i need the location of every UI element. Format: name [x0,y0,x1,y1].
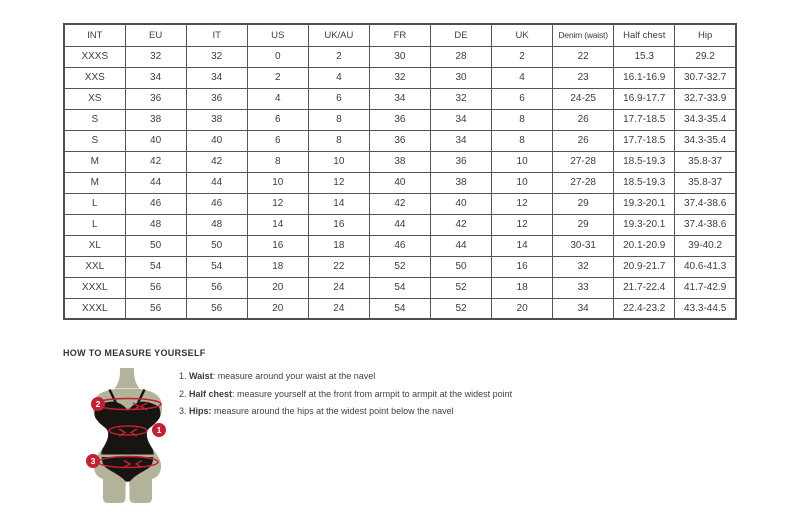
table-cell: 18.5-19.3 [614,151,675,172]
table-cell: 14 [492,235,553,256]
table-cell: 24-25 [553,88,614,109]
table-cell: 19.3-20.1 [614,193,675,214]
table-cell: 52 [369,256,430,277]
table-cell: 42 [125,151,186,172]
table-row [64,130,736,151]
step-label: Waist [189,371,213,381]
table-cell: L [64,193,125,214]
table-cell: 15.3 [614,46,675,67]
table-cell: 46 [125,193,186,214]
column-header: Denim (waist) [553,24,614,46]
mannequin-right-thigh [129,479,152,503]
table-cell: S [64,130,125,151]
table-cell: 26 [553,130,614,151]
table-cell: 2 [308,46,369,67]
hips-marker-number: 3 [90,456,96,466]
column-header: INT [64,24,125,46]
mannequin-neck [115,368,140,389]
table-cell: 32 [369,67,430,88]
table-cell: 40 [369,172,430,193]
table-cell: 40 [430,193,491,214]
waist-marker [152,423,166,437]
table-row [64,235,736,256]
table-cell: 38 [369,151,430,172]
mannequin-left-thigh [103,479,126,503]
table-cell: 6 [247,130,308,151]
table-cell: 48 [186,214,247,235]
table-cell: 6 [492,88,553,109]
table-cell: 4 [492,67,553,88]
table-cell: 21.7-22.4 [614,277,675,298]
table-cell: 6 [247,109,308,130]
hips-marker [86,454,100,468]
table-row [64,193,736,214]
table-row [64,172,736,193]
column-header: DE [430,24,491,46]
table-cell: L [64,214,125,235]
step-number: 2. [179,388,190,399]
table-cell: 32 [430,88,491,109]
table-cell: 32 [553,256,614,277]
table-cell: 56 [125,277,186,298]
table-cell: 30-31 [553,235,614,256]
size-chart-table [63,23,737,320]
table-cell: 16 [308,214,369,235]
step-label: Half chest [189,388,233,399]
table-cell: 6 [308,88,369,109]
table-cell: 8 [308,109,369,130]
table-cell: 4 [247,88,308,109]
table-cell: 18 [247,256,308,277]
step-text: measure around the hips at the widest point below the navel [211,406,454,416]
table-cell: 29 [553,193,614,214]
table-cell: 18.5-19.3 [614,172,675,193]
table-cell: 20 [247,277,308,298]
table-cell: 16 [492,256,553,277]
step-label: Hips: [189,406,212,416]
table-cell: XXXL [64,277,125,298]
table-cell: 8 [492,130,553,151]
table-cell: 20 [247,298,308,319]
table-cell: 54 [125,256,186,277]
table-cell: 30.7-32.7 [675,67,736,88]
table-cell: 40.6-41.3 [675,256,736,277]
table-cell: 8 [308,130,369,151]
table-cell: 27-28 [553,172,614,193]
column-header: Half chest [614,24,675,46]
measure-step [179,386,512,404]
table-cell: 18 [492,277,553,298]
table-cell: 16 [247,235,308,256]
table-cell: 20 [492,298,553,319]
table-cell: 46 [369,235,430,256]
table-body [64,46,736,319]
table-cell: 19.3-20.1 [614,214,675,235]
table-cell: 50 [186,235,247,256]
table-row [64,67,736,88]
table-cell: 35.8-37 [675,172,736,193]
table-cell: 38 [186,109,247,130]
table-cell: 32 [186,46,247,67]
table-cell: 44 [430,235,491,256]
table-cell: XXXS [64,46,125,67]
table-cell: XS [64,88,125,109]
column-header: EU [125,24,186,46]
table-cell: 40 [125,130,186,151]
mannequin-illustration [75,365,180,505]
table-row [64,277,736,298]
table-cell: S [64,109,125,130]
table-cell: 24 [308,298,369,319]
table-header-row [64,24,736,46]
table-cell: 36 [430,151,491,172]
table-cell: 34 [430,130,491,151]
table-cell: 29 [553,214,614,235]
column-header: IT [186,24,247,46]
table-cell: 10 [308,151,369,172]
table-cell: 10 [492,172,553,193]
table-cell: 22 [553,46,614,67]
table-cell: 40 [186,130,247,151]
table-cell: 37.4-38.6 [675,214,736,235]
table-row [64,298,736,319]
table-cell: 38 [125,109,186,130]
table-cell: 35.8-37 [675,151,736,172]
step-text: : measure yourself at the front from armpit to armpit at the widest point [232,388,513,399]
table-cell: 56 [186,298,247,319]
measure-section [63,345,743,510]
table-row [64,88,736,109]
table-cell: 10 [492,151,553,172]
table-cell: 44 [369,214,430,235]
table-cell: 56 [125,298,186,319]
table-cell: 34 [369,88,430,109]
table-row [64,109,736,130]
step-text: : measure around your waist at the navel [212,371,376,381]
table-cell: 20.9-21.7 [614,256,675,277]
column-header: Hip [675,24,736,46]
table-cell: 54 [186,256,247,277]
measure-step [179,368,512,386]
column-header: FR [369,24,430,46]
table-cell: 17.7-18.5 [614,130,675,151]
table-cell: 18 [308,235,369,256]
table-cell: 20.1-20.9 [614,235,675,256]
table-cell: 52 [430,277,491,298]
table-cell: 44 [125,172,186,193]
table-cell: 30 [430,67,491,88]
table-cell: 44 [186,172,247,193]
table-cell: M [64,172,125,193]
step-number: 3. [179,406,190,416]
table-cell: 34 [125,67,186,88]
table-cell: 12 [247,193,308,214]
table-cell: 36 [369,130,430,151]
table-cell: 22 [308,256,369,277]
table-cell: 30 [369,46,430,67]
table-cell: 14 [247,214,308,235]
table-cell: 23 [553,67,614,88]
table-cell: 2 [247,67,308,88]
table-cell: 34.3-35.4 [675,109,736,130]
table-cell: 28 [430,46,491,67]
measure-steps [179,368,512,421]
table-cell: 42 [369,193,430,214]
table-cell: 43.3-44.5 [675,298,736,319]
table-cell: 52 [430,298,491,319]
table-cell: 34 [186,67,247,88]
table-cell: 10 [247,172,308,193]
measurement-figure [75,365,180,505]
table-cell: 41.7-42.9 [675,277,736,298]
table-cell: 48 [125,214,186,235]
table-cell: 46 [186,193,247,214]
table-cell: 24 [308,277,369,298]
table-cell: 16.1-16.9 [614,67,675,88]
table-cell: 39-40.2 [675,235,736,256]
table-cell: 36 [186,88,247,109]
step-number: 1. [179,371,190,381]
column-header: US [247,24,308,46]
measure-step [179,403,512,421]
table-cell: 26 [553,109,614,130]
table-cell: 37.4-38.6 [675,193,736,214]
table-row [64,214,736,235]
table-cell: 2 [492,46,553,67]
table-cell: XXXL [64,298,125,319]
table-cell: 50 [125,235,186,256]
table-cell: 34.3-35.4 [675,130,736,151]
table-cell: 56 [186,277,247,298]
table-row [64,151,736,172]
table-cell: 33 [553,277,614,298]
table-cell: M [64,151,125,172]
table-cell: XL [64,235,125,256]
table-head [64,24,736,46]
table-cell: 36 [369,109,430,130]
table-cell: 0 [247,46,308,67]
column-header: UK/AU [308,24,369,46]
table-cell: 29.2 [675,46,736,67]
table-cell: 8 [247,151,308,172]
table-cell: 8 [492,109,553,130]
table-cell: 34 [430,109,491,130]
table-cell: 12 [308,172,369,193]
table-cell: 42 [186,151,247,172]
table-cell: 54 [369,277,430,298]
table-cell: 38 [430,172,491,193]
measure-title: HOW TO MEASURE YOURSELF [63,348,206,358]
table-cell: 27-28 [553,151,614,172]
table-cell: 17.7-18.5 [614,109,675,130]
table-cell: 12 [492,214,553,235]
chest-marker [91,397,105,411]
waist-marker-number: 1 [156,425,162,435]
table-cell: 36 [125,88,186,109]
table-cell: 42 [430,214,491,235]
table-cell: 32 [125,46,186,67]
table-cell: 22.4-23.2 [614,298,675,319]
table-cell: 4 [308,67,369,88]
table-row [64,256,736,277]
table-cell: 34 [553,298,614,319]
table-cell: 54 [369,298,430,319]
table-cell: 14 [308,193,369,214]
table-cell: 32.7-33.9 [675,88,736,109]
table-cell: XXS [64,67,125,88]
table-cell: 50 [430,256,491,277]
table-cell: 12 [492,193,553,214]
column-header: UK [492,24,553,46]
table-row [64,46,736,67]
table-cell: 16.9-17.7 [614,88,675,109]
chest-marker-number: 2 [95,399,101,409]
table-cell: XXL [64,256,125,277]
